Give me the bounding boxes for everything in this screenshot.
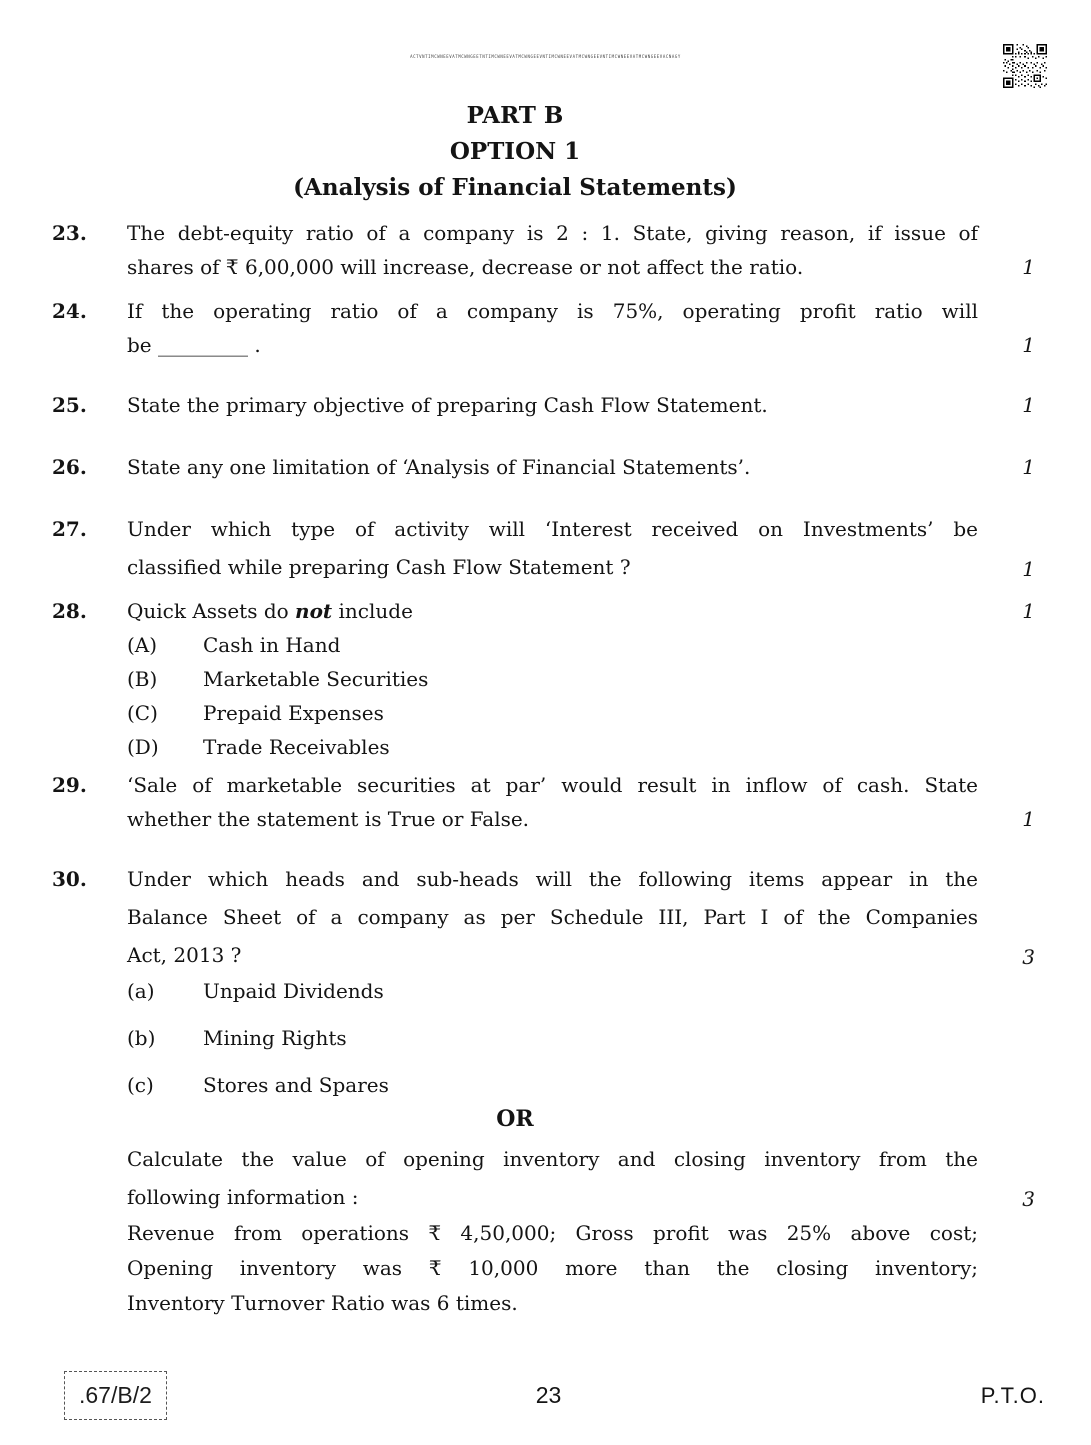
- question-30: [52, 860, 1035, 1102]
- option-label: (C): [127, 701, 158, 725]
- question-text: [127, 294, 978, 362]
- question-number: 30.: [52, 867, 87, 891]
- question-text-line: classified while preparing Cash Flow Statement ?: [127, 555, 631, 579]
- or-question-intro: [52, 1140, 1035, 1216]
- question-text-line: State the primary objective of preparing Cash Flow Statement.: [127, 393, 768, 417]
- sub-item-b: [127, 1021, 978, 1055]
- question-number: 27.: [52, 517, 87, 541]
- question-marks: 1: [1022, 333, 1035, 357]
- question-text-line: Calculate the value of opening inventory and closing inventory from the: [127, 1147, 978, 1171]
- question-text-line: ‘Sale of marketable securities at par’ would result in inflow of cash. State: [127, 773, 978, 797]
- question-marks: 1: [1022, 455, 1035, 479]
- sub-item-a: [127, 974, 978, 1008]
- question-26: [52, 450, 1035, 484]
- sub-item-label: (c): [127, 1073, 154, 1097]
- question-number: 24.: [52, 299, 87, 323]
- option-text: Marketable Securities: [203, 667, 429, 691]
- question-number-empty: [52, 1216, 127, 1321]
- question-text: [127, 450, 978, 484]
- sub-item-text: Unpaid Dividends: [203, 979, 384, 1003]
- sub-item-c: [127, 1068, 978, 1102]
- question-28: [52, 594, 1035, 764]
- question-text: [127, 510, 978, 586]
- question-27: [52, 510, 1035, 586]
- question-text-line: whether the statement is True or False.: [127, 807, 530, 831]
- option-text: Prepaid Expenses: [203, 701, 384, 725]
- question-marks: 1: [1022, 557, 1035, 581]
- section-subtitle: (Analysis of Financial Statements): [293, 174, 737, 201]
- question-marks: 1: [1022, 807, 1035, 831]
- section-title-block: [52, 98, 1035, 206]
- sub-item-text: Mining Rights: [203, 1026, 347, 1050]
- question-text-line: State any one limitation of ‘Analysis of Financial Statements’.: [127, 455, 751, 479]
- question-marks: 3: [1022, 945, 1035, 969]
- fill-in-blank-line: be _________ .: [127, 333, 261, 357]
- sub-item-text: Stores and Spares: [203, 1073, 389, 1097]
- option-B: [127, 662, 978, 696]
- or-heading: OR: [496, 1106, 534, 1132]
- question-marks: 1: [1022, 255, 1035, 279]
- question-number: 23.: [52, 221, 87, 245]
- question-text-line: Inventory Turnover Ratio was 6 times.: [127, 1291, 518, 1315]
- question-number: 25.: [52, 393, 87, 417]
- question-text-line: The debt-equity ratio of a company is 2 : 1. State, giving reason, if issue of: [127, 221, 978, 245]
- page-number: 23: [535, 1382, 562, 1408]
- question-text: [127, 216, 978, 284]
- question-text-line: following information :: [127, 1185, 359, 1209]
- or-question-body: [52, 1216, 1035, 1321]
- question-text-line: shares of ₹ 6,00,000 will increase, decrease or not affect the ratio.: [127, 255, 804, 279]
- question-24: [52, 294, 1035, 362]
- qr-code: [1003, 44, 1047, 88]
- option-label: (D): [127, 735, 159, 759]
- question-text-line: If the operating ratio of a company is 75%, operating profit ratio will: [127, 299, 978, 323]
- question-text: [127, 1140, 978, 1216]
- question-number: 26.: [52, 455, 87, 479]
- question-text: [127, 594, 978, 628]
- option-label: (B): [127, 667, 158, 691]
- security-microtext-strip: ACTVNTIMCWNEEVATMCWNGEETNTIMCWNEEVATMCWNGEEVNTIMCWNEEVATMCWNGEEVNTIMCWNEEVATMCWNGEEVACNAGY: [410, 54, 681, 59]
- option-C: [127, 696, 978, 730]
- sub-items: [127, 974, 978, 1102]
- question-text: [127, 1216, 978, 1321]
- option-A: [127, 628, 978, 662]
- question-text-segment: include: [332, 599, 413, 623]
- question-marks: 1: [1022, 599, 1035, 623]
- sub-item-label: (a): [127, 979, 155, 1003]
- option-title: OPTION 1: [449, 138, 581, 165]
- option-text: Trade Receivables: [203, 735, 390, 759]
- question-text-line: Revenue from operations ₹ 4,50,000; Gross profit was 25% above cost;: [127, 1221, 978, 1245]
- sub-item-label: (b): [127, 1026, 156, 1050]
- question-number-empty: [52, 1140, 127, 1216]
- question-text: [127, 388, 978, 422]
- paper-code: .67/B/2: [64, 1371, 167, 1420]
- question-text-line: Opening inventory was ₹ 10,000 more than the closing inventory;: [127, 1256, 978, 1280]
- question-29: [52, 768, 1035, 836]
- part-title: PART B: [466, 102, 564, 129]
- question-text-line: Under which type of activity will ‘Interest received on Investments’ be: [127, 517, 978, 541]
- question-marks: 3: [1022, 1187, 1035, 1211]
- question-text-line: Under which heads and sub-heads will the following items appear in the: [127, 867, 978, 891]
- option-text: Cash in Hand: [203, 633, 341, 657]
- question-text-line: Act, 2013 ?: [127, 943, 242, 967]
- question-25: [52, 388, 1035, 422]
- question-number: 29.: [52, 773, 87, 797]
- question-text-segment: Quick Assets do: [127, 599, 296, 623]
- question-marks: 1: [1022, 393, 1035, 417]
- mcq-options: [127, 628, 978, 764]
- option-D: [127, 730, 978, 764]
- option-label: (A): [127, 633, 158, 657]
- question-text: [127, 860, 978, 974]
- page-footer: [52, 1371, 1045, 1420]
- question-text: [127, 768, 978, 836]
- question-23: [52, 216, 1035, 284]
- pto-label: P.T.O.: [980, 1382, 1045, 1408]
- question-number: 28.: [52, 599, 87, 623]
- question-text-emphasis: not: [295, 599, 333, 623]
- question-text-line: Balance Sheet of a company as per Schedule III, Part I of the Companies: [127, 905, 978, 929]
